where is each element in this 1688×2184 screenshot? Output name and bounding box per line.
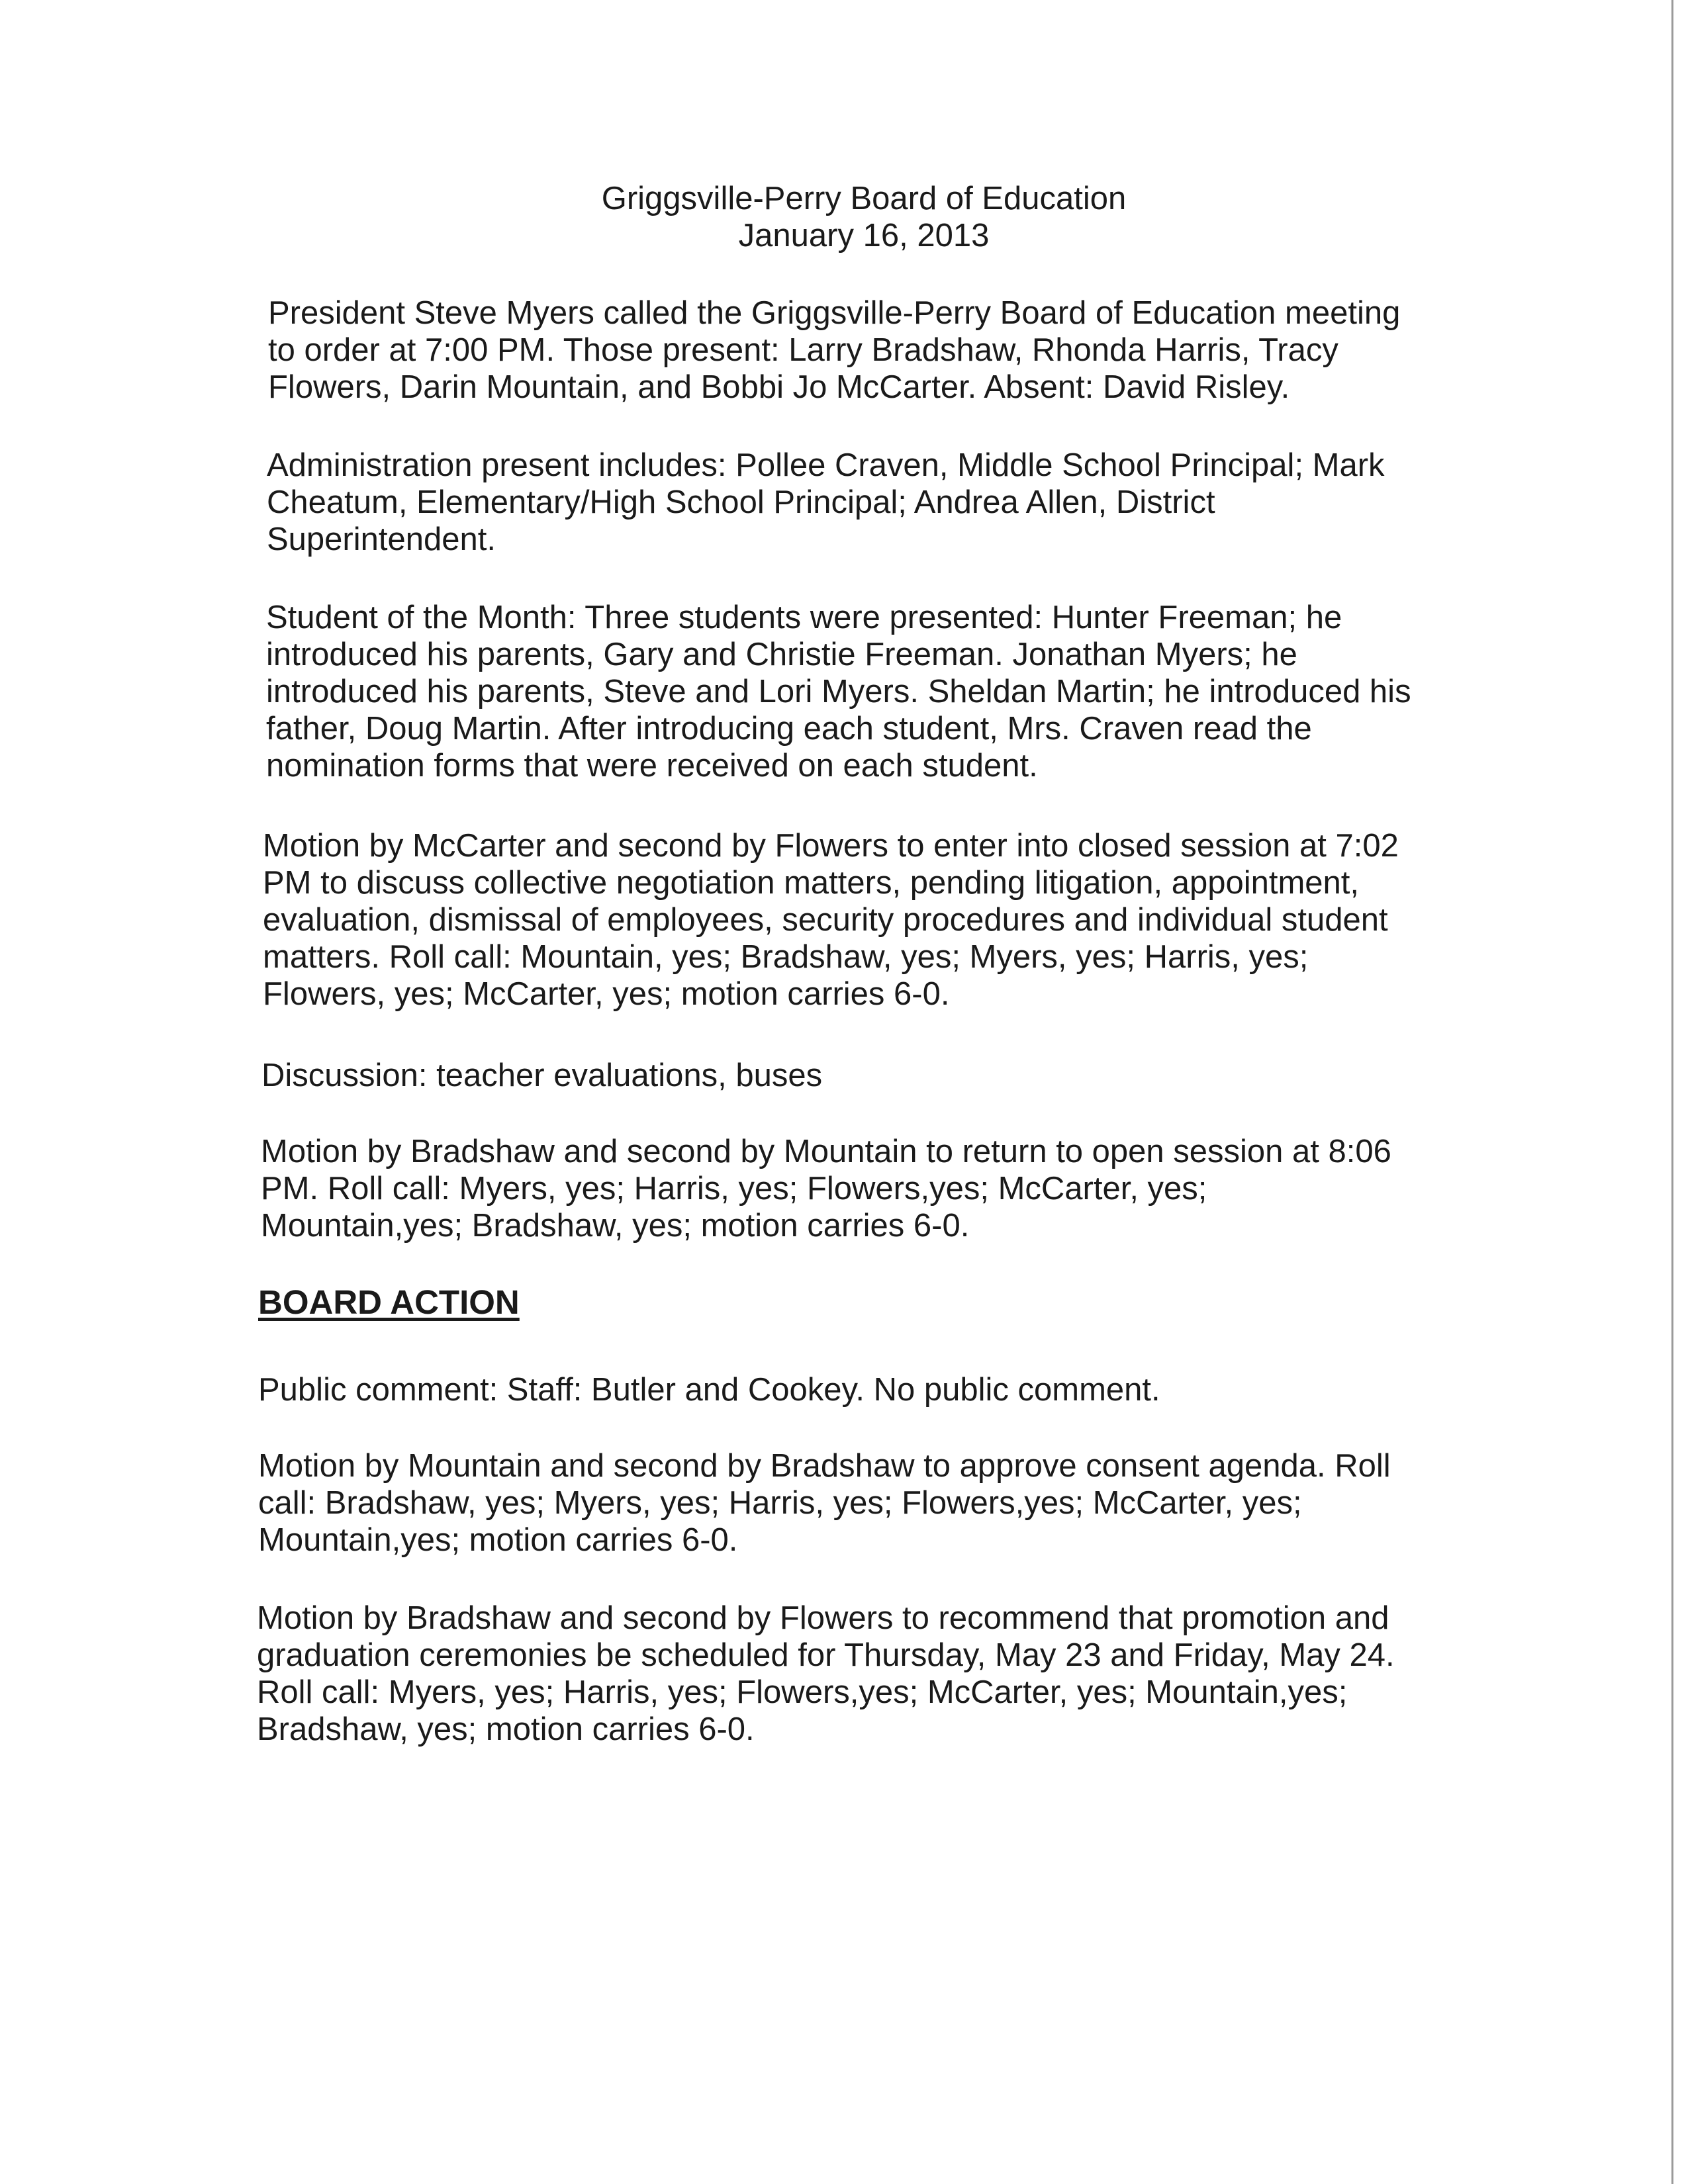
paragraph-line: matters. Roll call: Mountain, yes; Bradshaw, yes; Myers, yes; Harris, yes; [263, 939, 1309, 975]
ceremonies-paragraph [257, 1600, 1395, 1748]
discussion-paragraph [261, 1057, 822, 1094]
paragraph-line: Flowers, Darin Mountain, and Bobbi Jo McCarter. Absent: David Risley. [268, 369, 1290, 405]
paragraph-line: father, Doug Martin. After introducing each student, Mrs. Craven read the [266, 711, 1312, 747]
administration-paragraph [267, 447, 1385, 558]
paragraph-line: to order at 7:00 PM. Those present: Larry Bradshaw, Rhonda Harris, Tracy [268, 332, 1338, 368]
paragraph-line: Superintendent. [267, 522, 496, 557]
paragraph-line: evaluation, dismissal of employees, security procedures and individual student [263, 902, 1388, 938]
paragraph-line: Roll call: Myers, yes; Harris, yes; Flowers,yes; McCarter, yes; Mountain,yes; [257, 1674, 1348, 1710]
paragraph-line: Bradshaw, yes; motion carries 6-0. [257, 1711, 755, 1747]
paragraph-line: Motion by Bradshaw and second by Mountain to return to open session at 8:06 [261, 1134, 1391, 1169]
paragraph-line: Cheatum, Elementary/High School Principal; Andrea Allen, District [267, 484, 1215, 520]
paragraph-line: introduced his parents, Steve and Lori Myers. Sheldan Martin; he introduced his [266, 674, 1411, 709]
paragraph-line: Motion by McCarter and second by Flowers to enter into closed session at 7:02 [263, 828, 1399, 864]
paragraph-line: PM. Roll call: Myers, yes; Harris, yes; Flowers,yes; McCarter, yes; [261, 1171, 1207, 1206]
paragraph-line: Motion by Mountain and second by Bradshaw to approve consent agenda. Roll [258, 1448, 1391, 1484]
consent-agenda-paragraph [258, 1447, 1391, 1559]
paragraph-line: Administration present includes: Pollee Craven, Middle School Principal; Mark [267, 447, 1385, 483]
paragraph-line: Flowers, yes; McCarter, yes; motion carries 6-0. [263, 976, 950, 1012]
paragraph-line: Discussion: teacher evaluations, buses [261, 1058, 823, 1093]
paragraph-line: Mountain,yes; motion carries 6-0. [258, 1522, 738, 1558]
scan-edge-line [1671, 0, 1673, 2184]
public-comment-paragraph [258, 1371, 1160, 1408]
paragraph-line: President Steve Myers called the Griggsville-Perry Board of Education meeting [268, 295, 1401, 331]
document-date: January 16, 2013 [738, 218, 990, 253]
paragraph-line: Mountain,yes; Bradshaw, yes; motion carries 6-0. [261, 1208, 970, 1244]
document-header [0, 180, 1688, 254]
paragraph-line: Public comment: Staff: Butler and Cookey. No public comment. [258, 1372, 1160, 1408]
paragraph-line: graduation ceremonies be scheduled for Thursday, May 23 and Friday, May 24. [257, 1637, 1395, 1673]
closed-session-paragraph [263, 827, 1399, 1013]
student-of-month-paragraph [266, 599, 1411, 784]
paragraph-line: Motion by Bradshaw and second by Flowers to recommend that promotion and [257, 1600, 1389, 1636]
paragraph-line: Student of the Month: Three students were presented: Hunter Freeman; he [266, 600, 1342, 635]
board-action-heading: BOARD ACTION [258, 1283, 520, 1321]
document-title: Griggsville-Perry Board of Education [601, 181, 1127, 216]
call-to-order-paragraph [268, 295, 1400, 406]
paragraph-line: nomination forms that were received on each student. [266, 748, 1038, 784]
paragraph-line: PM to discuss collective negotiation matters, pending litigation, appointment, [263, 865, 1360, 901]
open-session-paragraph [261, 1133, 1391, 1244]
paragraph-line: introduced his parents, Gary and Christie Freeman. Jonathan Myers; he [266, 637, 1297, 672]
paragraph-line: call: Bradshaw, yes; Myers, yes; Harris, yes; Flowers,yes; McCarter, yes; [258, 1485, 1302, 1521]
